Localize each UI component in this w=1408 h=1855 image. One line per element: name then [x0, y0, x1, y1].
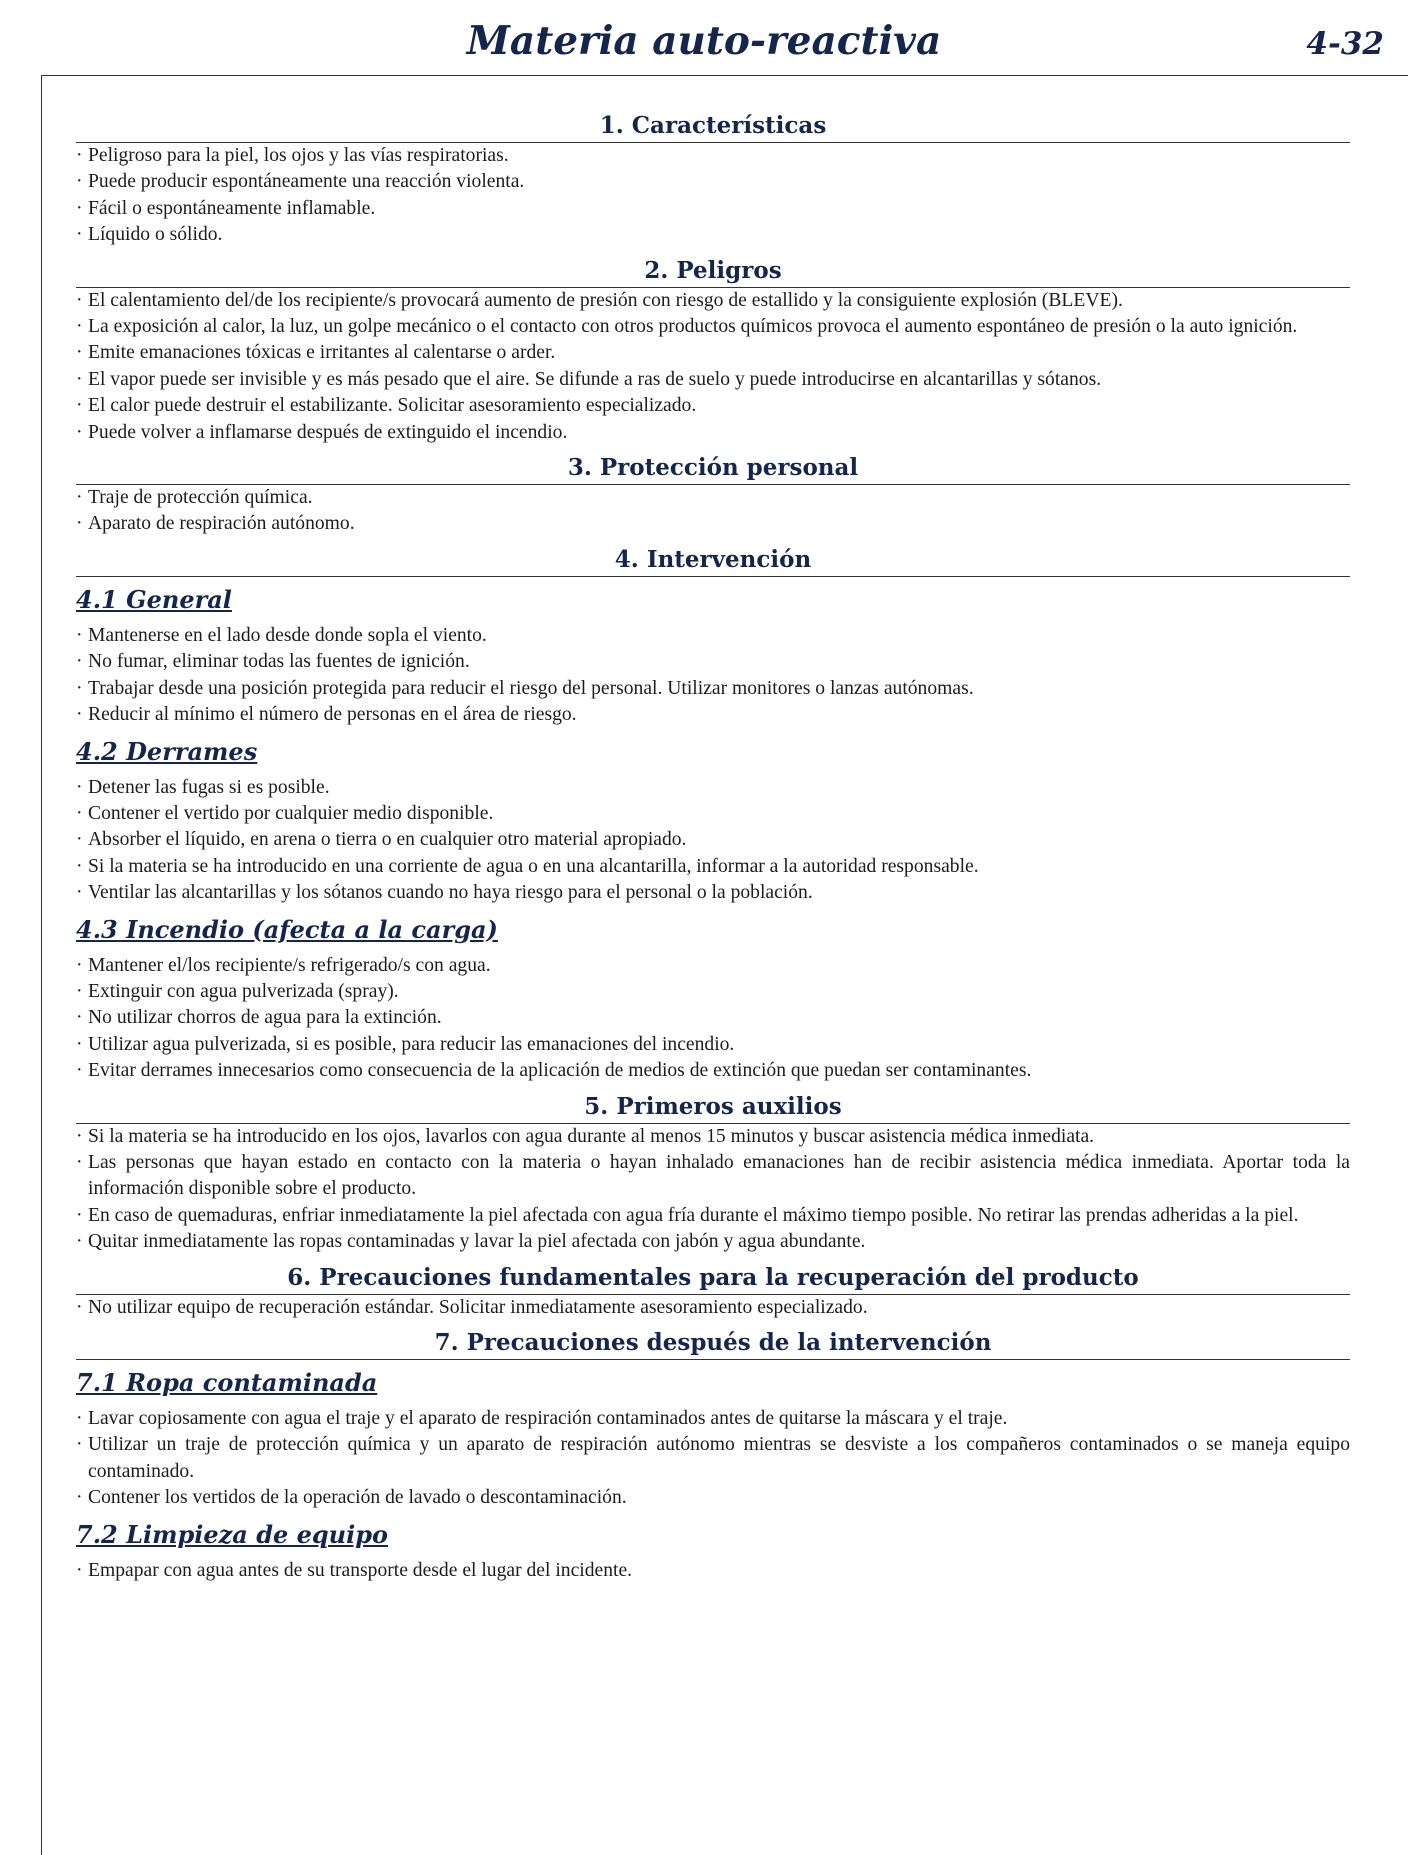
list-item: · Trabajar desde una posición protegida para reducir el riesgo del personal. Utilizar monitores o lanzas autónomas. — [76, 676, 1350, 702]
list-item: · El calentamiento del/de los recipiente/s provocará aumento de presión con riesgo de estallido y la consiguiente explosión (BLEVE). — [76, 288, 1350, 314]
list-item: · Contener el vertido por cualquier medio disponible. — [76, 801, 1350, 827]
list-item: · Si la materia se ha introducido en los ojos, lavarlos con agua durante al menos 15 minutos y buscar asistencia médica inmediata. — [76, 1124, 1350, 1150]
list-item: · La exposición al calor, la luz, un golpe mecánico o el contacto con otros productos químicos provoca el aumento espontáneo de presión o la auto ignición. — [76, 314, 1350, 340]
page-number: 4-32 — [1306, 26, 1384, 62]
list-item: · Evitar derrames innecesarios como consecuencia de la aplicación de medios de extinción que puedan ser contaminantes. — [76, 1058, 1350, 1084]
list-item: · No fumar, eliminar todas las fuentes de ignición. — [76, 649, 1350, 675]
list-item: · Las personas que hayan estado en contacto con la materia o hayan inhalado emanaciones han de recibir asistencia médica inmediata. Aportar toda la información disponible sobre el producto. — [76, 1150, 1350, 1203]
subsection-heading-general: 4.1 General — [76, 584, 232, 614]
list-item: · El vapor puede ser invisible y es más pesado que el aire. Se difunde a ras de suelo y puede introducirse en alcantarillas y sótanos. — [76, 367, 1350, 393]
section-list — [76, 288, 1350, 446]
section-heading-primeros-auxilios: 5. Primeros auxilios — [76, 1091, 1350, 1124]
list-item: · Puede volver a inflamarse después de extinguido el incendio. — [76, 420, 1350, 446]
section-heading-intervencion: 4. Intervención — [76, 544, 1350, 577]
section-list — [76, 1124, 1350, 1256]
section-list — [76, 143, 1350, 249]
section-list — [76, 953, 1350, 1085]
list-item: · Absorber el líquido, en arena o tierra o en cualquier otro material apropiado. — [76, 827, 1350, 853]
list-item: · El calor puede destruir el estabilizante. Solicitar asesoramiento especializado. — [76, 393, 1350, 419]
list-item: · En caso de quemaduras, enfriar inmediatamente la piel afectada con agua fría durante el máximo tiempo posible. No retirar las prendas adheridas a la piel. — [76, 1203, 1350, 1229]
section-list — [76, 1295, 1350, 1321]
list-item: · Empapar con agua antes de su transporte desde el lugar del incidente. — [76, 1558, 1350, 1584]
list-item: · Contener los vertidos de la operación de lavado o descontaminación. — [76, 1485, 1350, 1511]
list-item: · Utilizar un traje de protección química y un aparato de respiración autónomo mientras se desviste a los compañeros contaminados o se maneja equipo contaminado. — [76, 1432, 1350, 1485]
section-list — [76, 775, 1350, 907]
list-item: · Fácil o espontáneamente inflamable. — [76, 196, 1350, 222]
list-item: · Lavar copiosamente con agua el traje y el aparato de respiración contaminados antes de quitarse la máscara y el traje. — [76, 1406, 1350, 1432]
subsection-heading-ropa-contaminada: 7.1 Ropa contaminada — [76, 1368, 378, 1397]
section-list — [76, 485, 1350, 538]
list-item: · Emite emanaciones tóxicas e irritantes al calentarse o arder. — [76, 340, 1350, 366]
list-item: · Mantenerse en el lado desde donde sopla el viento. — [76, 623, 1350, 649]
list-item: · Puede producir espontáneamente una reacción violenta. — [76, 169, 1350, 195]
list-item: · Quitar inmediatamente las ropas contaminadas y lavar la piel afectada con jabón y agua abundante. — [76, 1229, 1350, 1255]
subsection-heading-incendio: 4.3 Incendio (afecta a la carga) — [76, 914, 498, 944]
list-item: · Detener las fugas si es posible. — [76, 775, 1350, 801]
section-heading-caracteristicas: 1. Características — [76, 110, 1350, 143]
list-item: · Ventilar las alcantarillas y los sótanos cuando no haya riesgo para el personal o la población. — [76, 880, 1350, 906]
section-list — [76, 623, 1350, 729]
list-item: · Si la materia se ha introducido en una corriente de agua o en una alcantarilla, informar a la autoridad responsable. — [76, 854, 1350, 880]
subsection-heading-derrames: 4.2 Derrames — [76, 736, 258, 766]
list-item: · Traje de protección química. — [76, 485, 1350, 511]
section-list — [76, 1406, 1350, 1512]
section-heading-precauciones-recuperacion: 6. Precauciones fundamentales para la recuperación del producto — [76, 1262, 1350, 1295]
subsection-heading-limpieza-equipo: 7.2 Limpieza de equipo — [76, 1519, 389, 1549]
page-title: Materia auto-reactiva — [466, 18, 942, 64]
list-item: · Líquido o sólido. — [76, 222, 1350, 248]
list-item: · Extinguir con agua pulverizada (spray). — [76, 979, 1350, 1005]
document-body — [76, 104, 1350, 1584]
list-item: · Mantener el/los recipiente/s refrigerado/s con agua. — [76, 953, 1350, 979]
list-item: · No utilizar chorros de agua para la extinción. — [76, 1005, 1350, 1031]
list-item: · Reducir al mínimo el número de personas en el área de riesgo. — [76, 702, 1350, 728]
list-item: · No utilizar equipo de recuperación estándar. Solicitar inmediatamente asesoramiento especializado. — [76, 1295, 1350, 1321]
list-item: · Utilizar agua pulverizada, si es posible, para reducir las emanaciones del incendio. — [76, 1032, 1350, 1058]
section-heading-proteccion-personal: 3. Protección personal — [76, 452, 1350, 485]
list-item: · Aparato de respiración autónomo. — [76, 511, 1350, 537]
list-item: · Peligroso para la piel, los ojos y las vías respiratorias. — [76, 143, 1350, 169]
section-list — [76, 1558, 1350, 1584]
section-heading-precauciones-despues: 7. Precauciones después de la intervención — [76, 1327, 1350, 1360]
section-heading-peligros: 2. Peligros — [76, 255, 1350, 288]
